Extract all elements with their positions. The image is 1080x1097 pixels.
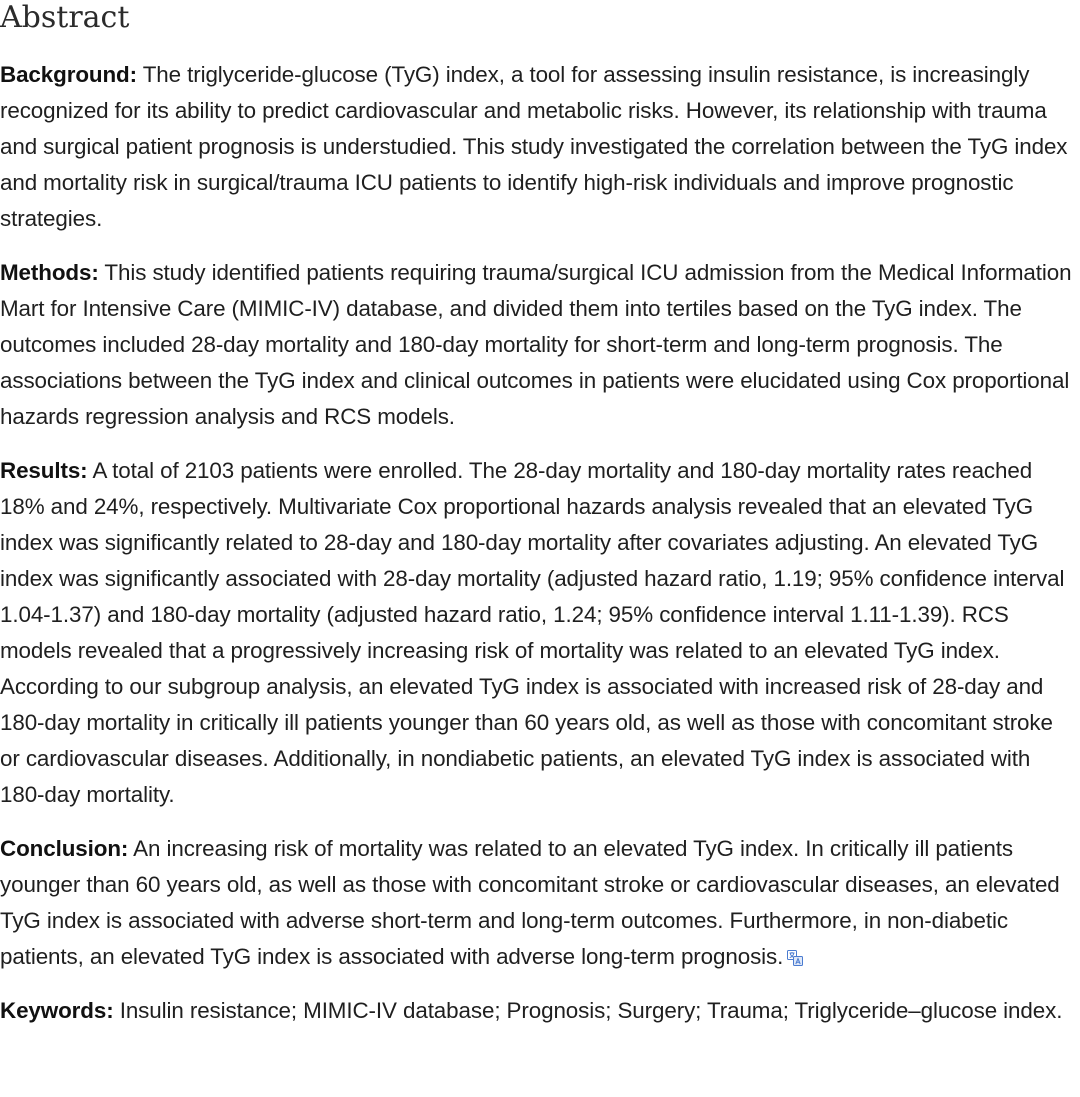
section-text-results: A total of 2103 patients were enrolled. The 28-day mortality and 180-day mortality rates reached 18% and 24%, respectively. Multivariate Cox proportional hazards analysis revealed that an elevated TyG index was significantly related to 28-day and 180-day mortality after covariates adjusting. An elevated TyG index was significantly associated with 28-day mortality (adjusted hazard ratio, 1.19; 95% confidence interval 1.04-1.37) and 180-day mortality (adjusted hazard ratio, 1.24; 95% confidence interval 1.11-1.39). RCS models revealed that a progressively increasing risk of mortality was related to an elevated TyG index. According to our subgroup analysis, an elevated TyG index is associated with increased risk of 28-day and 180-day mortality in critically ill patients younger than 60 years old, as well as those with concomitant stroke or cardiovascular diseases. Additionally, in nondiabetic patients, an elevated TyG index is associated with 180-day mortality.: [0, 458, 1065, 807]
section-text-methods: This study identified patients requiring trauma/surgical ICU admission from the Medical Information Mart for Intensive Care (MIMIC-IV) database, and divided them into tertiles based on the TyG index. The outcomes included 28-day mortality and 180-day mortality for short-term and long-term prognosis. The associations between the TyG index and clinical outcomes in patients were elucidated using Cox proportional hazards regression analysis and RCS models.: [0, 260, 1072, 429]
abstract-section-conclusion: [0, 831, 1078, 975]
abstract-body: [0, 57, 1078, 1047]
abstract-section-background: [0, 57, 1078, 237]
translate-icon[interactable]: [787, 941, 803, 957]
abstract-section-results: [0, 453, 1078, 813]
section-text-conclusion: An increasing risk of mortality was related to an elevated TyG index. In critically ill patients younger than 60 years old, as well as those with concomitant stroke or cardiovascular diseases, an elevated TyG index is associated with adverse short-term and long-term outcomes. Furthermore, in non-diabetic patients, an elevated TyG index is associated with adverse long-term prognosis.: [0, 836, 1060, 969]
section-label-methods: Methods:: [0, 260, 99, 285]
section-label-background: Background:: [0, 62, 137, 87]
abstract-section-keywords: [0, 993, 1078, 1029]
section-label-keywords: Keywords:: [0, 998, 114, 1023]
abstract-section-methods: [0, 255, 1078, 435]
page-title: Abstract: [0, 0, 130, 35]
section-text-background: The triglyceride-glucose (TyG) index, a tool for assessing insulin resistance, is increasingly recognized for its ability to predict cardiovascular and metabolic risks. However, its relationship with trauma and surgical patient prognosis is understudied. This study investigated the correlation between the TyG index and mortality risk in surgical/trauma ICU patients to identify high-risk individuals and improve prognostic strategies.: [0, 62, 1068, 231]
section-text-keywords: Insulin resistance; MIMIC-IV database; Prognosis; Surgery; Trauma; Triglyceride–glucose index.: [119, 998, 1063, 1023]
section-label-conclusion: Conclusion:: [0, 836, 129, 861]
section-label-results: Results:: [0, 458, 88, 483]
